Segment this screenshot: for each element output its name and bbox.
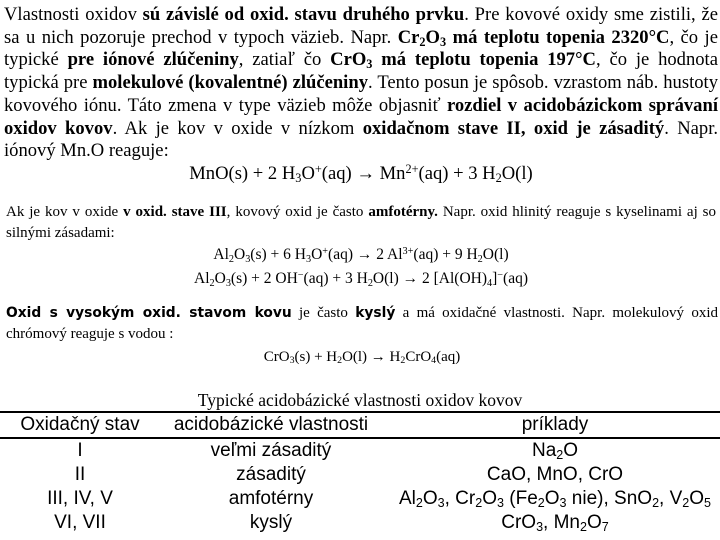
oxide-properties-table <box>0 411 720 537</box>
equation-al2o3-acid: $Al_2O_3(s) + 6$ $H_3O^+(aq) \to 2$ $Al^{3+}(aq) + 9$ $H_2O(l)$ <box>213 246 509 265</box>
examples: CrO$_3$, $Mn_2O_7$ <box>501 512 609 535</box>
examples: CaO, MnO, CrO <box>486 464 624 485</box>
table-row <box>0 487 720 511</box>
table-row <box>0 463 720 487</box>
table-header-row <box>0 413 720 439</box>
examples: $Al_2O_3$, $Cr_2O_3$ ($Fe_2O_3$ nie), SnO$_2$, $V_2O_5$ <box>398 488 712 511</box>
paragraph-amphoteric: Ak je kov v oxide v oxid. stave III, kovový oxid je často amfotérny. Napr. oxid hlinitý reaguje s kyselinami aj so silnými zásadami: $Al_2O_3(s) + 6$ $H_3O^+(aq) \to 2$ $Al^{3+}(aq) + 9$ $H_2O(l)$ $Al_2O_3(s) + 2$ OH−(aq) + 3 $H_2O(l) \to 2$ $[Al(OH)_4]^-(aq)$ <box>6 202 716 291</box>
paragraph-intro: Vlastnosti oxidov sú závislé od oxid. stavu druhého prvku. Pre kovové oxidy sme zistili, že sa u nich pozoruje prechod v typoch väzieb. Napr. $Cr_2O_3$ má teplotu topenia 2320°C, čo je typické pre iónové zlúčeniny, zatiaľ čo CrO$_3$ má teplotu topenia 197°C, čo je hodnota typická pre molekulové (kovalentné) zlúčeniny. Tento posun je spôsob. vzrastom náb. hustoty kovového iónu. Táto zmena v type väzieb môže objasniť rozdiel v acidobázickom správaní oxidov kovov. Ak je kov v oxide v nízkom oxidačnom stave II, oxid je zásaditý. Napr. iónový Mn.O reaguje: MnO(s) + 2 $H_3O^+(aq) \to Mn^{2+}(aq) + 3$ $H_2O(l)$ <box>4 4 719 185</box>
equation-cro3: $CrO_3(s) + H_2O(l) \to H_2CrO_4(aq)$ <box>263 349 461 367</box>
property: zásaditý <box>236 464 306 485</box>
examples: $Na_2O$ <box>531 440 579 463</box>
equation-al2o3-base: $Al_2O_3(s) + 2$ OH−(aq) + 3 $H_2O(l) \to 2$ $[Al(OH)_4]^-(aq)$ <box>194 270 528 289</box>
equation-mno: MnO(s) + 2 $H_3O^+(aq) \to Mn^{2+}(aq) + 3$ $H_2O(l)$ <box>189 162 533 185</box>
header-examples: príklady <box>521 414 589 435</box>
table-row <box>0 511 720 535</box>
property: veľmi zásaditý <box>210 440 332 461</box>
table-title: Typické acidobázické vlastnosti oxidov kovov <box>197 390 523 410</box>
oxidation-state: VI, VII <box>54 512 106 533</box>
header-oxidation-state: Oxidačný stav <box>20 414 140 435</box>
oxidation-state: III, IV, V <box>47 488 113 509</box>
paragraph-acidic: Oxid s vysokým oxid. stavom kovu je často kyslý a má oxidačné vlastnosti. Napr. molekulový oxid chrómový reaguje s vodou : $CrO_3(s) + H_2O(l) \to H_2CrO_4(aq)$ <box>6 305 718 367</box>
oxidation-state: II <box>74 464 86 485</box>
property: kyslý <box>249 512 293 533</box>
property: amfotérny <box>228 488 314 509</box>
oxidation-state: I <box>77 440 83 461</box>
header-acid-base-properties: acidobázické vlastnosti <box>173 414 369 435</box>
table-row <box>0 439 720 463</box>
